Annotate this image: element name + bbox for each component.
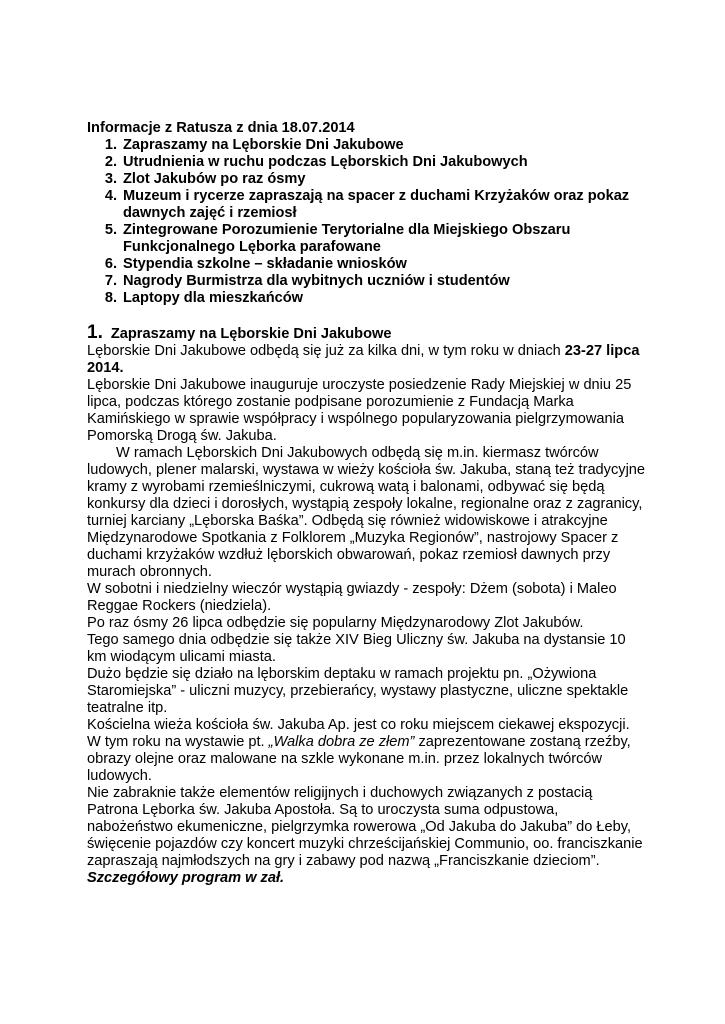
paragraph: Kościelna wieża kościoła św. Jakuba Ap. jest co roku miejscem ciekawej ekspozycji. bbox=[87, 717, 630, 733]
document-page bbox=[87, 120, 647, 887]
document-title: Informacje z Ratusza z dnia 18.07.2014 bbox=[87, 120, 355, 136]
table-of-contents bbox=[87, 137, 647, 307]
exhibition-title: „Walka dobra ze złem” bbox=[268, 734, 415, 750]
toc-item: 8. Laptopy dla mieszkańców bbox=[104, 290, 304, 306]
paragraph: Lęborskie Dni Jakubowe inauguruje uroczyste posiedzenie Rady Miejskiej w dniu 25 lipca, podczas którego zostanie podpisane porozumienie z Fundacją Marka Kamińskiego w sprawie współpracy i wspólnego popularyzowania pielgrzymowania Pomorską Drogą św. Jakuba. bbox=[87, 377, 632, 444]
toc-item: 1. Zapraszamy na Lęborskie Dni Jakubowe bbox=[104, 137, 404, 153]
paragraph: Dużo będzie się działo na lęborskim deptaku w ramach projektu pn. „Ożywiona Staromiejska” - uliczni muzycy, przebierańcy, wystawy plastyczne, uliczne spektakle teatralne itp. bbox=[87, 666, 629, 716]
paragraph: Nie zabraknie także elementów religijnych i duchowych związanych z postacią Patrona Lęborka św. Jakuba Apostoła. Są to uroczysta suma odpustowa, nabożeństwo ekumeniczne, pielgrzymka rowerowa „Od Jakuba do Jakuba” do Łeby, święcenie pojazdów czy koncert muzyki chrześcijańskiej Communio, oo. franciszkanie zapraszają najmłodszych na gry i zabawy pod nazwą „Franciszkanie dzieciom”. bbox=[87, 785, 643, 869]
toc-item: 3. Zlot Jakubów po raz ósmy bbox=[104, 171, 306, 187]
event-dates: 23-27 lipca 2014. bbox=[87, 343, 640, 376]
section-title: Zapraszamy na Lęborskie Dni Jakubowe bbox=[110, 326, 392, 342]
section-number: 1. bbox=[87, 322, 103, 343]
toc-item: 4. Muzeum i rycerze zapraszają na spacer z duchami Krzyżaków oraz pokaz dawnych zajęć i rzemiosł bbox=[104, 188, 630, 221]
paragraph: W ramach Lęborskich Dni Jakubowych odbędą się m.in. kiermasz twórców ludowych, plener malarski, wystawa w wieży kościoła św. Jakuba, staną też tradycyjne kramy z wyrobami rzemieślniczymi, cukrową watą i balonami, odbywać się będą konkursy dla dzieci i dorosłych, wystąpią zespoły lokalne, regionalne oraz z zagranicy, turniej karciany „Lęborska Baśka”. Odbędą się również widowiskowe i atrakcyjne Międzynarodowe Spotkania z Folklorem „Muzyka Regionów”, nastrojowy Spacer z duchami krzyżaków wzdłuż lęborskich obwarowań, pokaz rzemiosł dawnych przy murach obronnych. bbox=[87, 445, 646, 580]
paragraph: Lęborskie Dni Jakubowe odbędą się już za kilka dni, w tym roku w dniach 23-27 lipca 2014. bbox=[87, 343, 640, 376]
paragraph: Po raz ósmy 26 lipca odbędzie się popularny Międzynarodowy Zlot Jakubów. bbox=[87, 615, 584, 631]
paragraph: Tego samego dnia odbędzie się także XIV Bieg Uliczny św. Jakuba na dystansie 10 km wiodącym ulicami miasta. bbox=[87, 632, 626, 665]
paragraph: W sobotni i niedzielny wieczór wystąpią gwiazdy - zespoły: Dżem (sobota) i Maleo Reggae Rockers (niedziela). bbox=[87, 581, 617, 614]
toc-item: 2. Utrudnienia w ruchu podczas Lęborskich Dni Jakubowych bbox=[104, 154, 528, 170]
program-note: Szczegółowy program w zał. bbox=[87, 870, 285, 886]
section-heading bbox=[87, 324, 647, 343]
toc-item: 6. Stypendia szkolne – składanie wniosków bbox=[104, 256, 407, 272]
paragraph: W tym roku na wystawie pt. „Walka dobra ze złem” zaprezentowane zostaną rzeźby, obrazy olejne oraz malowane na szkle wykonane m.in. przez lokalnych twórców ludowych. bbox=[87, 734, 631, 784]
toc-item: 7. Nagrody Burmistrza dla wybitnych uczniów i studentów bbox=[104, 273, 510, 289]
toc-item: 5. Zintegrowane Porozumienie Terytorialne dla Miejskiego Obszaru Funkcjonalnego Lęborka parafowane bbox=[104, 222, 571, 255]
